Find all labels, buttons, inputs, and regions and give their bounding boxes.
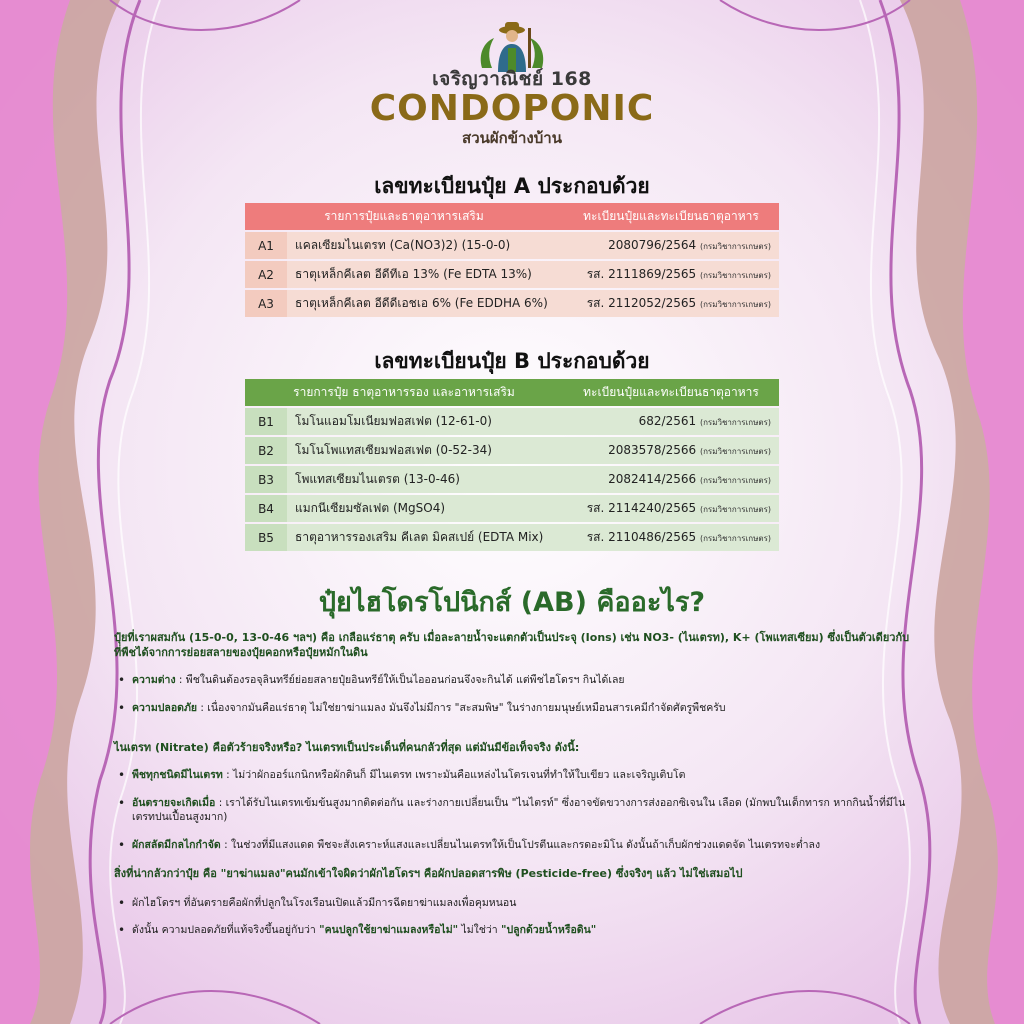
row-code: A2: [245, 261, 287, 288]
row-code: B4: [245, 495, 287, 522]
bullet-text: ไม่ใช่ว่า: [458, 924, 502, 936]
nitrate-heading: ไนเตรท (Nitrate) คือตัวร้ายจริงหรือ? ไนเตรทเป็นประเด็นที่คนกลัวที่สุด แต่มันมีข้อเท็จจริง ดังนี้:: [114, 741, 580, 754]
registration-number: รส. 2114240/2565: [586, 501, 697, 515]
row-registration: [563, 466, 779, 493]
registration-number: รส. 2112052/2565: [586, 296, 697, 310]
row-code: A1: [245, 232, 287, 259]
bullet-difference: [132, 673, 912, 687]
row-registration: [563, 524, 779, 551]
row-name: ธาตุอาหารรองเสริม คีเลต มิคสเปย์ (EDTA Mix): [287, 524, 563, 551]
registration-number: 2080796/2564: [608, 238, 697, 252]
bullet-conclusion: [132, 923, 912, 937]
brand-logo-text: CONDOPONIC: [369, 88, 655, 129]
pesticide-heading: สิ่งที่น่ากลัวกว่าปุ๋ย คือ "ยาฆ่าแมลง"คนมักเข้าใจผิดว่าผักไฮโดรฯ คือผักปลอดสารพิษ (Pesticide-free) ซึ่งจริงๆ แล้ว ไม่ใช่เสมอไป: [114, 867, 743, 880]
registration-number: รส. 2111869/2565: [586, 267, 697, 281]
registration-agency: (กรมวิชาการเกษตร): [699, 418, 771, 427]
column-header-registration: ทะเบียนปุ๋ยและทะเบียนธาตุอาหาร: [563, 379, 779, 406]
registration-number: 2082414/2566: [608, 472, 697, 486]
table-row: [245, 290, 779, 317]
section-b-title: เลขทะเบียนปุ๋ย B ประกอบด้วย: [374, 349, 650, 373]
bullet-all-plants: [132, 768, 912, 782]
table-row: [245, 232, 779, 259]
registration-agency: (กรมวิชาการเกษตร): [699, 242, 771, 251]
row-name: แคลเซียมไนเตรท (Ca(NO3)2) (15-0-0): [287, 232, 563, 259]
row-code: B1: [245, 408, 287, 435]
registration-agency: (กรมวิชาการเกษตร): [699, 271, 771, 280]
bullet-text: : พืชในดินต้องรอจุลินทรีย์ย่อยสลายปุ๋ยอินทรีย์ให้เป็นไอออนก่อนจึงจะกินได้ แต่พืชไฮโดรฯ กินได้เลย: [175, 674, 625, 686]
intro-paragraph: ปุ๋ยที่เราผสมกัน (15-0-0, 13-0-46 ฯลฯ) คือ เกลือแร่ธาตุ ครับ เมื่อละลายน้ำจะแตกตัวเป็นประจุ (Ions) เช่น NO3- (ไนเตรท), K+ (โพแทสเซียม) ซึ่งเป็นตัวเดียวกับที่พืชได้จากการย่อยสลายของปุ๋ยคอกหรือปุ๋ยหมักในดิน: [114, 631, 910, 659]
table-row: [245, 261, 779, 288]
row-name: แมกนีเซียมซัลเฟต (MgSO4): [287, 495, 563, 522]
row-code: A3: [245, 290, 287, 317]
question-heading: ปุ๋ยไฮโดรโปนิกส์ (AB) คืออะไร?: [318, 587, 706, 618]
section-a-title: เลขทะเบียนปุ๋ย A ประกอบด้วย: [374, 174, 650, 198]
registration-number: รส. 2110486/2565: [586, 530, 697, 544]
row-name: โมโนโพแทสเซียมฟอสเฟต (0-52-34): [287, 437, 563, 464]
table-row: [245, 524, 779, 551]
row-registration: [563, 437, 779, 464]
registration-number: 682/2561: [638, 414, 697, 428]
bullet-emphasis: "คนปลูกใช้ยาฆ่าแมลงหรือไม่": [319, 924, 459, 936]
bullet-text: : ไม่ว่าผักออร์แกนิกหรือผักดินก็ มีไนเตรท เพราะมันคือแหล่งไนโตรเจนที่ทำให้ใบเขียว และเจริญเติบโต: [222, 769, 686, 781]
bullet-salad-mechanism: [132, 838, 912, 852]
table-row: [245, 408, 779, 435]
registration-agency: (กรมวิชาการเกษตร): [699, 447, 771, 456]
table-row: [245, 437, 779, 464]
bullet-label: ผักสลัดมีกลไกกำจัด: [132, 839, 221, 851]
row-registration: [563, 261, 779, 288]
row-code: B2: [245, 437, 287, 464]
table-header-row: [245, 203, 779, 230]
registration-agency: (กรมวิชาการเกษตร): [699, 300, 771, 309]
row-registration: [563, 232, 779, 259]
bullet-text: ดังนั้น ความปลอดภัยที่แท้จริงขึ้นอยู่กับว่า: [132, 924, 320, 936]
bullet-label: ความปลอดภัย: [132, 702, 198, 714]
brand-store-name: เจริญวาณิชย์ 168: [432, 68, 592, 90]
row-code: B3: [245, 466, 287, 493]
table-row: [245, 495, 779, 522]
row-name: โพแทสเซียมไนเตรต (13-0-46): [287, 466, 563, 493]
row-name: โมโนแอมโมเนียมฟอสเฟต (12-61-0): [287, 408, 563, 435]
row-name: ธาตุเหล็กคีเลต อีดีทีเอ 13% (Fe EDTA 13%): [287, 261, 563, 288]
column-header-name: รายการปุ๋ย ธาตุอาหารรอง และอาหารเสริม: [245, 379, 563, 406]
table-header-row: [245, 379, 779, 406]
fertilizer-a-table: [245, 201, 779, 319]
column-header-name: รายการปุ๋ยและธาตุอาหารเสริม: [245, 203, 563, 230]
bullet-label: อันตรายจะเกิดเมื่อ: [132, 797, 216, 809]
bullet-text: : เนื่องจากมันคือแร่ธาตุ ไม่ใช่ยาฆ่าแมลง มันจึงไม่มีการ "สะสมพิษ" ในร่างกายมนุษย์เหมือนสารเคมีกำจัดศัตรูพืชครับ: [197, 702, 726, 714]
table-row: [245, 466, 779, 493]
bullet-label: พืชทุกชนิดมีไนเตรท: [132, 769, 223, 781]
fertilizer-b-table: [245, 377, 779, 553]
bullet-open-greenhouse: • ผักไฮโดรฯ ที่อันตรายคือผักที่ปลูกในโรงเรือนเปิดแล้วมีการฉีดยาฆ่าแมลงเพื่อคุมหนอน: [132, 896, 912, 910]
bullet-text: : ในช่วงที่มีแสงแดด พืชจะสังเคราะห์แสงและเปลี่ยนไนเตรทให้เป็นโปรตีนและกรดอะมิโน ดังนั้นถ้าเก็บผักช่วงแดดจัด ไนเตรทจะต่ำลง: [220, 839, 821, 851]
bullet-text: : เราได้รับไนเตรทเข้มข้นสูงมากติดต่อกัน และร่างกายเปลี่ยนเป็น "ไนไตรท์" ซึ่งอาจขัดขวางการส่งออกซิเจนใน เลือด (มักพบในเด็กทารก หากกินน้ำที่มีไนเตรทปนเปื้อนสูงมาก): [132, 797, 906, 823]
bullet-emphasis: "ปลูกด้วยน้ำหรือดิน": [501, 924, 597, 936]
row-registration: [563, 408, 779, 435]
bullet-label: ความต่าง: [132, 674, 176, 686]
bullet-safety: [132, 701, 912, 715]
brand-tagline: สวนผักข้างบ้าน: [462, 129, 562, 147]
registration-number: 2083578/2566: [608, 443, 697, 457]
row-code: B5: [245, 524, 287, 551]
registration-agency: (กรมวิชาการเกษตร): [699, 534, 771, 543]
bullet-danger: [132, 796, 912, 824]
registration-agency: (กรมวิชาการเกษตร): [699, 476, 771, 485]
row-registration: [563, 495, 779, 522]
column-header-registration: ทะเบียนปุ๋ยและทะเบียนธาตุอาหาร: [563, 203, 779, 230]
row-name: ธาตุเหล็กคีเลต อีดีดีเอชเอ 6% (Fe EDDHA 6%): [287, 290, 563, 317]
registration-agency: (กรมวิชาการเกษตร): [699, 505, 771, 514]
row-registration: [563, 290, 779, 317]
